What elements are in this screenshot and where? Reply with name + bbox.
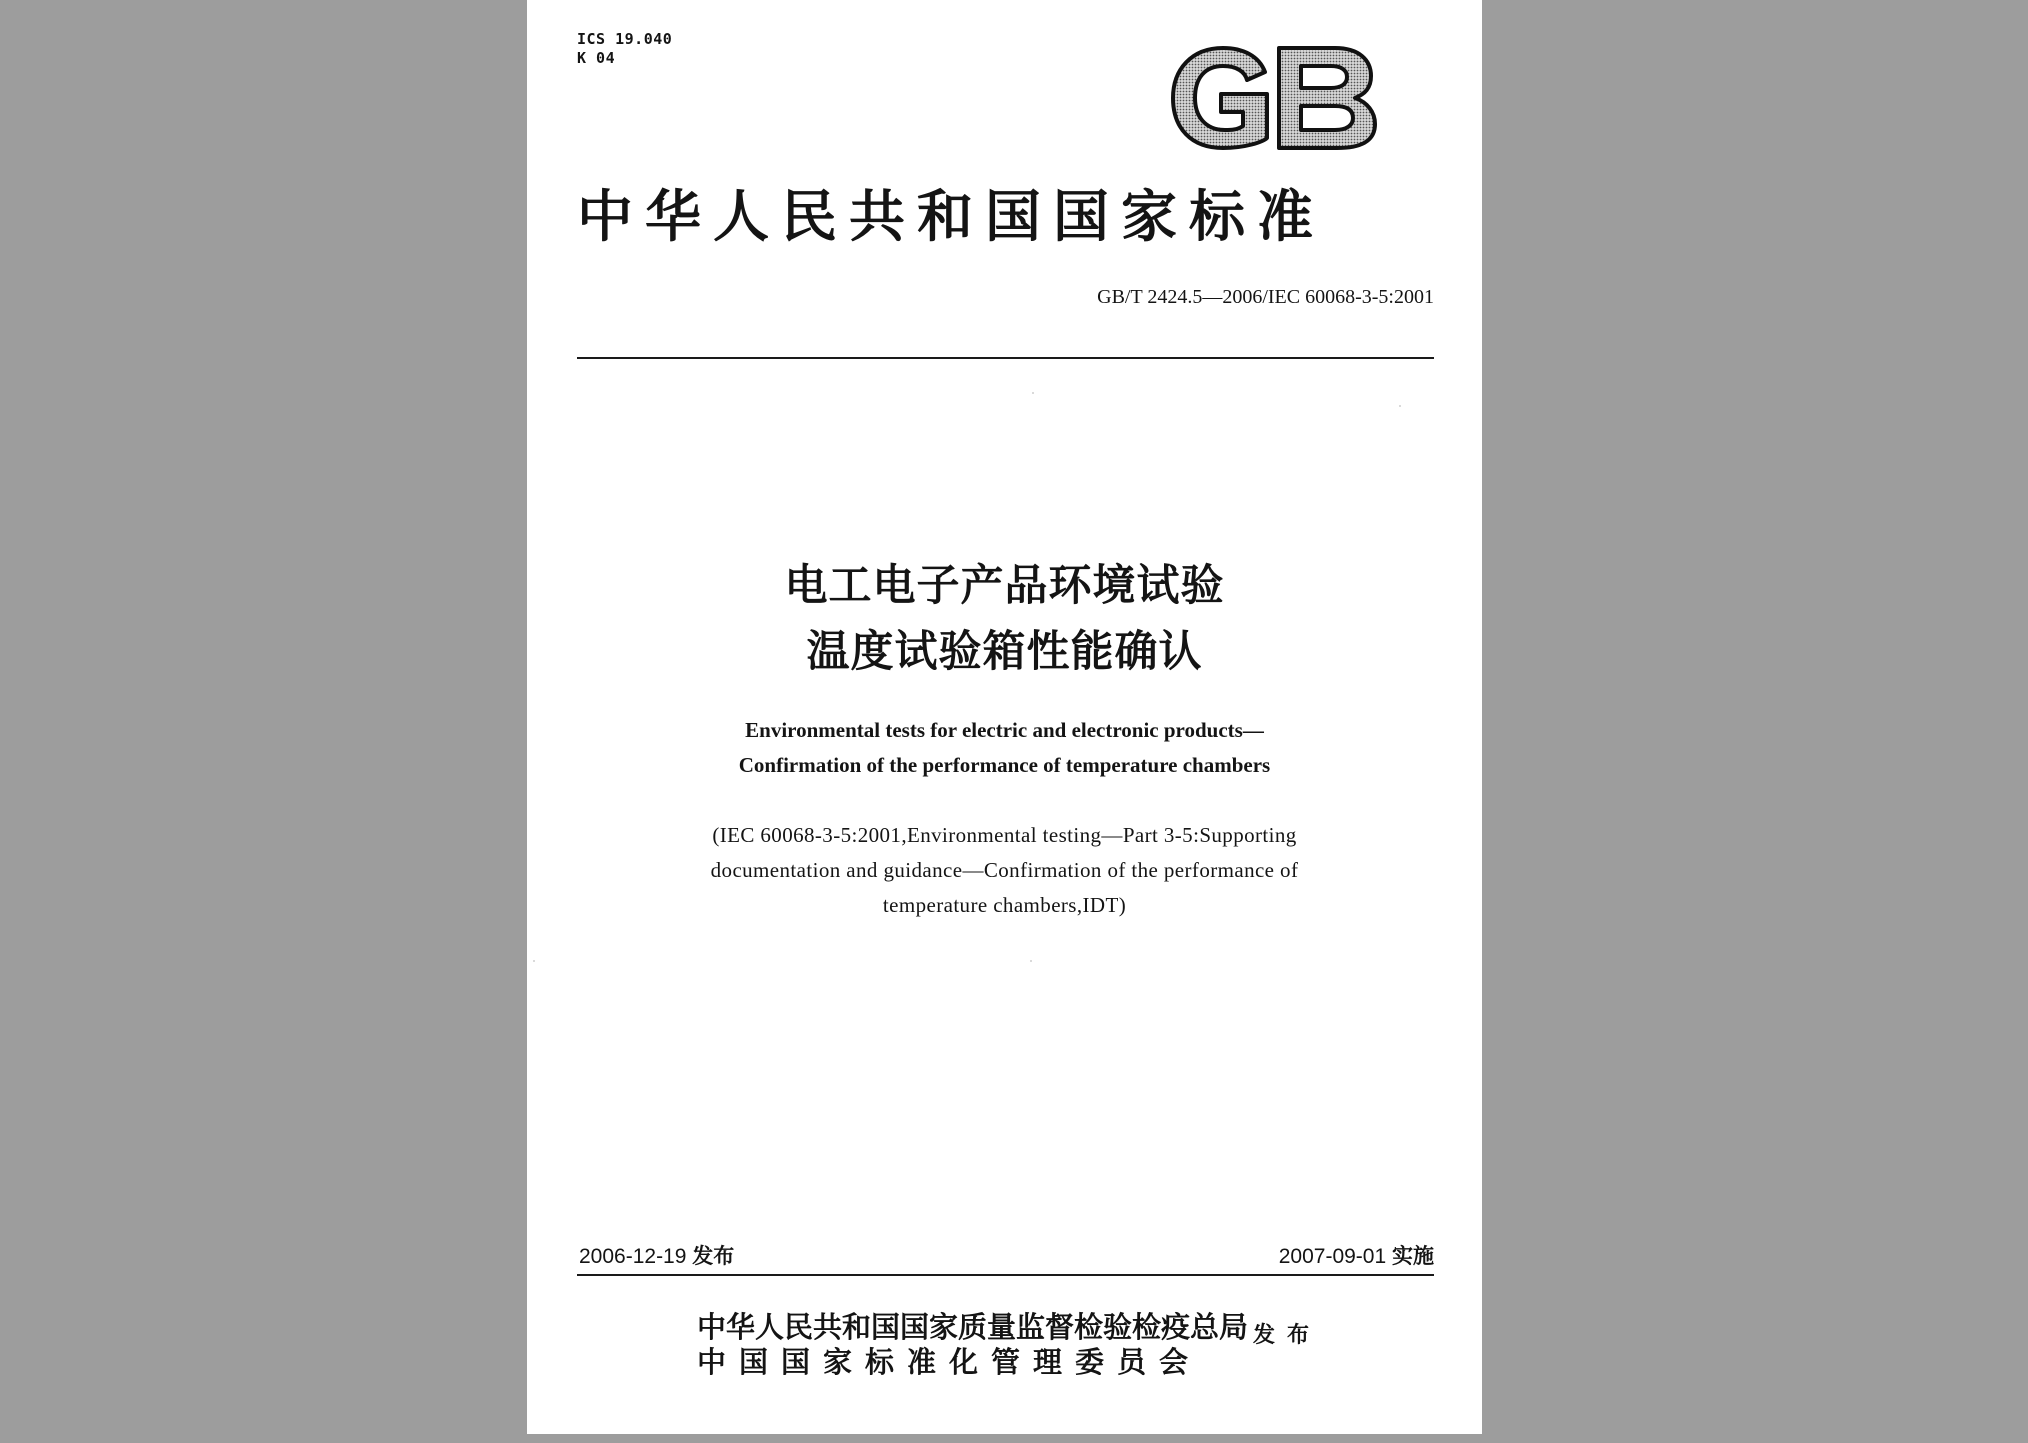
gb-logo-icon	[1167, 42, 1379, 154]
issue-date	[579, 1242, 734, 1271]
scan-speck	[1032, 392, 1034, 394]
issue-label: 发布	[692, 1244, 735, 1268]
iec-reference-line3: temperature chambers,IDT)	[882, 893, 1127, 917]
title-en-line1: Environmental tests for electric and electronic products—	[745, 718, 1264, 742]
publish-label: 发布	[1253, 1323, 1322, 1348]
iec-reference-line1: (IEC 60068-3-5:2001,Environmental testing—Part 3-5:Supporting	[712, 823, 1297, 847]
document-page	[527, 0, 1482, 1434]
iec-reference-line2: documentation and guidance—Confirmation of the performance of	[710, 858, 1299, 882]
implement-date	[1279, 1242, 1434, 1271]
footer-divider	[577, 1274, 1434, 1276]
header-divider	[577, 357, 1434, 359]
implement-label: 实施	[1392, 1244, 1434, 1268]
standard-code: GB/T 2424.5—2006/IEC 60068-3-5:2001	[1097, 286, 1434, 308]
title-zh-line2: 温度试验箱性能确认	[806, 627, 1203, 677]
scan-speck	[533, 960, 535, 962]
issuer-sac: 中国国家标准化管理委员会	[697, 1345, 1202, 1379]
scan-speck	[1030, 960, 1032, 962]
title-zh-line1: 电工电子产品环境试验	[784, 561, 1225, 611]
classification-codes	[577, 30, 672, 68]
implement-date-value: 2007-09-01	[1278, 1245, 1387, 1268]
ics-code: ICS 19.040	[577, 30, 673, 48]
issuer-aqsiq: 中华人民共和国国家质量监督检验检疫总局	[697, 1310, 1249, 1344]
national-standard-heading: 中华人民共和国国家标准	[577, 184, 1325, 250]
issue-date-value: 2006-12-19	[579, 1245, 687, 1268]
title-en-line2: Confirmation of the performance of temperature chambers	[738, 753, 1271, 777]
scan-speck	[1399, 405, 1401, 407]
ccs-code: K 04	[577, 49, 616, 67]
